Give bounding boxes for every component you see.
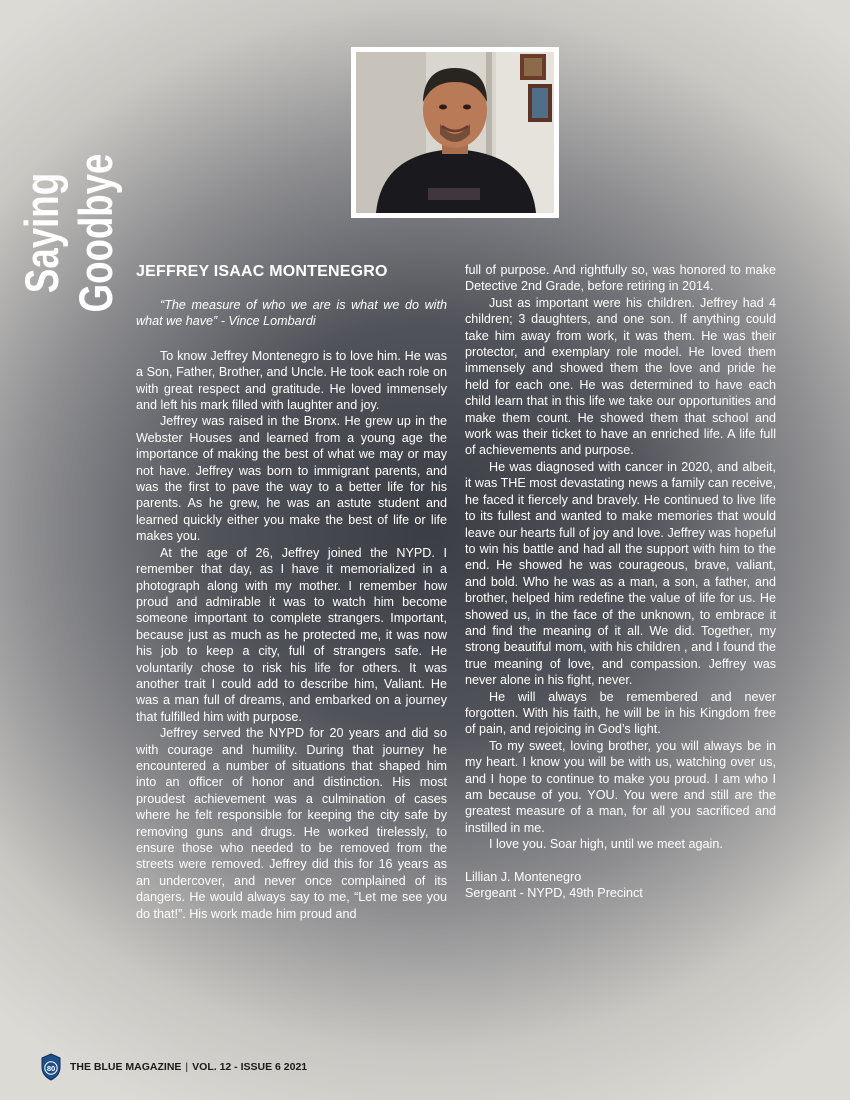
signature-name: Lillian J. Montenegro (465, 869, 582, 884)
portrait-photo (351, 47, 559, 218)
body-paragraph: Jeffrey served the NYPD for 20 years and did so with courage and humility. During that journey he encountered a number of situations that shaped him into an officer of honor and distinction. His most proudest achievement was a culmination of cases where he felt responsible for keeping the city safe by removing guns and drugs. He worked tirelessly, to ensure those who needed to be removed from the streets were removed. Jeffrey did this for 16 years as an undercover, and never once complained of its dangers. He would always say to me, “Let me see you do that!”. His work made him proud and (136, 726, 447, 921)
signature-block (465, 869, 776, 902)
issue-info: VOL. 12 - ISSUE 6 2021 (192, 1061, 308, 1073)
article-column-left (136, 263, 447, 922)
magazine-name: THE BLUE MAGAZINE (70, 1061, 182, 1073)
footer-separator: | (185, 1061, 189, 1073)
body-paragraph: I love you. Soar high, until we meet again. (489, 837, 723, 852)
body-paragraph: Just as important were his children. Jeffrey had 4 children; 3 daughters, and one son. If anything could take him away from work, it was them. He was their protector, and exemplary role model. He loved them immensely and showed them the love and pride he held for each one. He was determined to have each child learn that in this life we take our opportunities and make them count. He showed them that school and work was their ticket to have an enriched life. A life full of achievements and purpose. (465, 295, 776, 458)
badge-number: 80 (46, 1064, 56, 1073)
page-footer (40, 1053, 307, 1081)
body-paragraph: He will always be remembered and never forgotten. With his faith, he will be in his Kingdom free of pain, and rejoicing in God’s light. (465, 689, 776, 737)
epigraph-quote: “The measure of who we are is what we do with what we have” - Vince Lombardi (136, 298, 447, 329)
body-paragraph: Jeffrey was raised in the Bronx. He grew up in the Webster Houses and learned from a young age the importance of making the best of what we may or may not have. Jeffrey was born to immigrant parents, and was the first to pave the way to a better life for his parents. As he grew, he was an astute student and learned quickly either you make the best of life or life makes you. (136, 414, 447, 544)
body-paragraph: To my sweet, loving brother, you will always be in my heart. I know you will be with us, watching over us, and I hope to continue to make you proud. I am who I am because of you. YOU. You were and still are the greatest measure of a man, for all you sacrificed and instilled in me. (465, 738, 776, 835)
signature-title: Sergeant - NYPD, 49th Precinct (465, 886, 643, 901)
portrait-image (356, 52, 554, 213)
body-paragraph: He was diagnosed with cancer in 2020, and albeit, it was THE most devastating news a family can receive, he faced it fiercely and bravely. He continued to live life to its fullest and wanted to make memories that would leave our hearts full of joy and love. Jeffrey was hopeful to win his battle and had all the support with him to the end. He showed he was courageous, brave, valiant, and bold. Who he was as a man, a son, a father, and brother, helped him redefine the value of life for us. He showed us, in the face of the unknown, to embrace it and find the meaning of it all. We did. Together, my strong beautiful mom, with his children , and I found the true meaning of love, and compassion. Jeffrey was never alone in his fight, never. (465, 459, 776, 688)
article-title: JEFFREY ISAAC MONTENEGRO (136, 263, 388, 280)
body-paragraph: To know Jeffrey Montenegro is to love him. He was a Son, Father, Brother, and Uncle. He took each role on with great respect and gratitude. He loved immensely and left his mark filled with laughter and joy. (136, 348, 447, 413)
section-title: Saying Goodbye (15, 153, 122, 313)
body-paragraph: At the age of 26, Jeffrey joined the NYPD. I remember that day, as I have it memorialized in a photograph along with my mother. I remember how proud and admirable it was to watch him become someone important to complete strangers. Important, because just as much as he protected me, it was now his job to keep a city, full of strangers safe. He voluntarily chose to risk his life for others. It was another trait I could add to describe him, Valiant. He was a man full of dreams, and embarked on a journey that fulfilled him with purpose. (136, 545, 447, 724)
article-column-right (465, 262, 776, 901)
police-badge-icon (40, 1053, 62, 1081)
body-paragraph-continued: full of purpose. And rightfully so, was honored to make Detective 2nd Grade, before retiring in 2014. (465, 263, 776, 294)
